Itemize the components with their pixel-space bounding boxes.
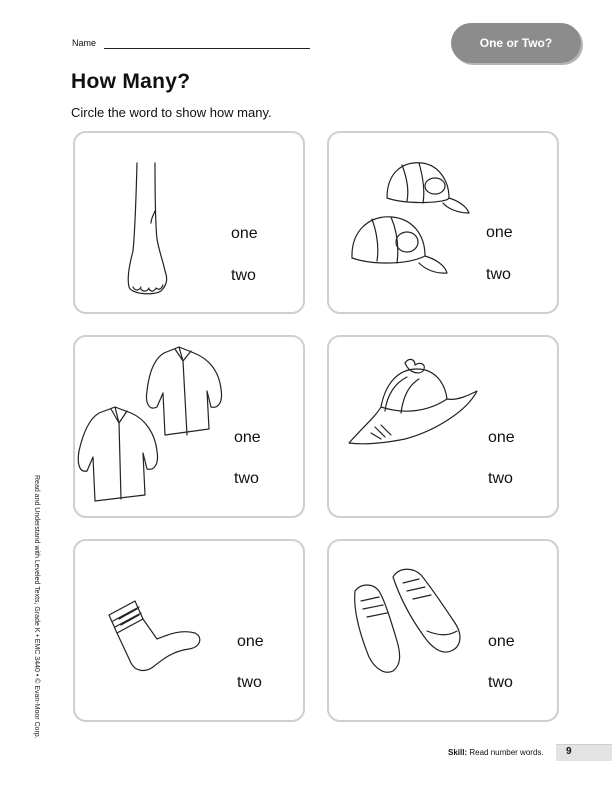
sock-icon [107,597,207,677]
foot-icon [123,161,173,301]
card-foot [73,131,305,314]
card-shoes [327,539,559,722]
two-caps-icon [347,153,472,288]
name-label: Name [72,38,97,48]
word-two[interactable]: two [488,674,513,691]
hat-icon [345,355,485,455]
skill-label: Skill: [448,748,468,757]
card-jackets [73,335,305,518]
card-sock [73,539,305,722]
footer-skill [448,748,544,757]
word-one[interactable]: one [231,225,258,242]
word-two[interactable]: two [237,674,262,691]
word-two[interactable]: two [231,267,256,284]
sidebar-credit: Read and Understand with Leveled Texts, Grade K • EMC 3440 • © Evan-Moor Corp. [33,475,40,739]
two-shoes-icon [347,561,467,681]
card-hat [327,335,559,518]
page-number: 9 [566,746,572,757]
card-caps [327,131,559,314]
instructions: Circle the word to show how many. [71,105,272,120]
word-one[interactable]: one [488,633,515,650]
name-line[interactable] [104,48,310,49]
skill-text: Read number words. [469,748,544,757]
word-one[interactable]: one [486,224,513,241]
word-two[interactable]: two [486,266,511,283]
two-jackets-icon [79,341,229,511]
page-title: How Many? [71,70,191,93]
topic-badge [451,23,581,63]
page-number-tab [556,744,612,761]
word-two[interactable]: two [234,470,259,487]
word-one[interactable]: one [237,633,264,650]
word-one[interactable]: one [488,429,515,446]
topic-badge-text: One or Two? [479,36,553,50]
word-two[interactable]: two [488,470,513,487]
word-one[interactable]: one [234,429,261,446]
